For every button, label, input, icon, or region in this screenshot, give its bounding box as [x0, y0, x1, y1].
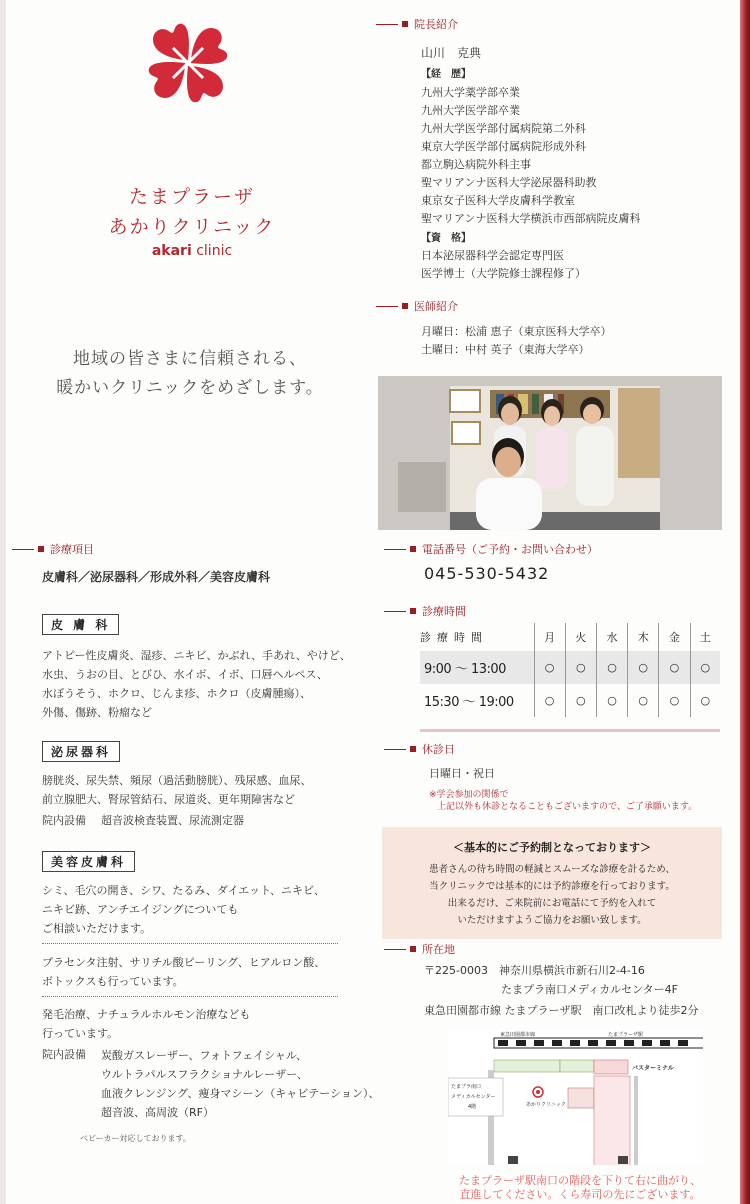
- hours-mark: ○: [565, 684, 596, 717]
- right-edge-band: [740, 0, 750, 1204]
- notice-line: 当クリニックでは基本的には予約診療を行っております。: [429, 881, 675, 892]
- hours-day-header: 金: [659, 623, 690, 651]
- hours-table-bottom-fade: [420, 724, 720, 734]
- cosmetic-line: 発毛治療、ナチュラルホルモン治療なども: [42, 1008, 251, 1021]
- hours-header-row: [420, 623, 720, 651]
- clinic-name-line2: あかりクリニック: [108, 216, 276, 238]
- reservation-notice: [382, 827, 722, 939]
- contact-heading: 電話番号（ご予約・お問い合わせ）: [384, 541, 598, 557]
- derm-list: [42, 646, 351, 722]
- hours-row: [420, 684, 720, 717]
- career-label: 【経 歴】: [421, 69, 471, 80]
- hours-heading: 診療時間: [384, 603, 466, 619]
- hours-mark: ○: [628, 651, 659, 684]
- map-caption-line2: 直進してください。くら寿司の先にございます。: [459, 1188, 701, 1201]
- cosmetic-line: ニキビ跡、アンチエイジングについても: [42, 903, 239, 916]
- map-bus-label: バスターミナル: [632, 1065, 674, 1072]
- map-caption: [430, 1174, 730, 1202]
- derm-line: 水虫、うおの目、とびひ、水イボ、イボ、口唇ヘルペス、: [42, 668, 328, 681]
- cosmetic-equip-item: 超音波、高周波（RF）: [101, 1106, 214, 1119]
- services-heading: 診療項目: [12, 541, 94, 557]
- closed-days: 日曜日・祝日: [429, 767, 495, 780]
- clinic-name-en-bold: akari: [151, 243, 192, 259]
- qualification-list: [421, 247, 586, 283]
- notice-line: 患者さんの待ち時間の軽減とスムーズな診療を計るため、: [429, 864, 675, 875]
- map-rail-label: 東急田園都市線: [500, 1032, 536, 1038]
- uro-line: 前立腺肥大、腎尿管結石、尿道炎、更年期障害など: [42, 793, 295, 806]
- map-building-label-1: たまプラ南口: [451, 1084, 482, 1090]
- address-line-3: 東急田園都市線 たまプラーザ駅 南口改札より徒歩2分: [424, 1004, 699, 1017]
- map-station-label: たまプラーザ駅: [608, 1032, 644, 1038]
- clinic-name-en: [92, 243, 292, 259]
- hours-mark: ○: [628, 684, 659, 717]
- uro-equip-label: 院内設備: [42, 814, 86, 827]
- cosmetic-equip-list: [101, 1046, 379, 1122]
- career-item: 聖マリアンナ医科大学泌尿器科助教: [421, 176, 597, 189]
- hours-mark: ○: [534, 651, 565, 684]
- hours-day-header: 木: [628, 623, 659, 651]
- hours-mark: ○: [596, 684, 627, 717]
- access-map: [448, 1030, 703, 1165]
- tagline-line1: 地域の皆さまに信頼される、: [73, 349, 307, 369]
- closed-note-2: 上記以外も休診となることもございますので、ご了承願います。: [437, 802, 698, 812]
- director-name: 山川 克典: [421, 46, 482, 60]
- cosmetic-line: ボトックスも行っています。: [42, 975, 184, 988]
- clinic-name-line1: たまプラーザ: [128, 186, 255, 208]
- hours-table: [420, 623, 720, 717]
- cosmetic-divider-2: [42, 996, 338, 997]
- tagline: [40, 345, 340, 403]
- cosmetic-list-2: [42, 953, 325, 991]
- cosmetic-equip-item: 血液クレンジング、痩身マシーン（キャビテーション）、: [101, 1087, 380, 1100]
- doctor-item: 月曜日：松浦 恵子（東京医科大学卒）: [421, 325, 612, 338]
- clinic-name: [92, 182, 292, 242]
- cosmetic-line: 行っています。: [42, 1027, 119, 1040]
- notice-title: ＜基本的にご予約制となっております＞: [453, 841, 651, 854]
- baby-note: ベビーカー対応しております。: [80, 1134, 191, 1143]
- closed-heading: 休診日: [384, 741, 455, 757]
- hours-day-header: 火: [565, 623, 596, 651]
- hours-mark: ○: [690, 651, 720, 684]
- derm-line: アトピー性皮膚炎、湿疹、ニキビ、かぶれ、手あれ、やけど、: [42, 649, 351, 662]
- hours-day-header: 月: [534, 623, 565, 651]
- map-caption-line1: たまプラーザ駅南口の階段を下りて右に曲がり、: [459, 1174, 701, 1187]
- staff-photo: [378, 376, 722, 530]
- doctors-heading: 医師紹介: [376, 298, 458, 314]
- director-heading: 院長紹介: [376, 16, 458, 32]
- career-list: [421, 84, 641, 228]
- notice-line: いただけますようご協力をお願い致します。: [457, 915, 647, 926]
- doctor-item: 土曜日：中村 英子（東海大学卒）: [421, 343, 590, 356]
- qualification-item: 医学博士（大学院修士課程修了）: [421, 267, 586, 280]
- uro-title: 泌尿器科: [42, 741, 120, 762]
- closed-note-1: ※学会参加の関係で: [429, 790, 509, 800]
- hours-time: 15:30 〜 19:00: [420, 684, 534, 717]
- cosmetic-divider-1: [42, 943, 338, 944]
- left-edge: [0, 0, 6, 1204]
- cosmetic-line: シミ、毛穴の開き、シワ、たるみ、ダイエット、ニキビ、: [42, 884, 325, 897]
- uro-list: [42, 771, 312, 809]
- hours-mark: ○: [565, 651, 596, 684]
- services-summary: 皮膚科／泌尿器科／形成外科／美容皮膚科: [42, 570, 271, 584]
- address-heading: 所在地: [384, 941, 455, 957]
- cosmetic-list-1: [42, 881, 325, 938]
- derm-title: 皮 膚 科: [42, 614, 119, 635]
- hours-day-header: 水: [596, 623, 627, 651]
- hours-row: [420, 651, 720, 684]
- uro-equip: 超音波検査装置、尿流測定器: [101, 814, 244, 827]
- cosmetic-equip-label: 院内設備: [42, 1048, 86, 1061]
- career-item: 都立駒込病院外科主事: [421, 158, 531, 171]
- hours-mark: ○: [700, 694, 711, 707]
- cosmetic-list-3: [42, 1005, 250, 1043]
- map-building-label-2: メディカルセンター: [451, 1094, 496, 1100]
- map-building-label-3: 4階: [468, 1104, 477, 1110]
- hours-mark: ○: [596, 651, 627, 684]
- phone-number[interactable]: 045-530-5432: [424, 564, 550, 583]
- address-line-1: 〒225-0003 神奈川県横浜市新石川2-4-16: [424, 964, 645, 977]
- clinic-logo-icon: [145, 20, 231, 106]
- cosmetic-title: 美容皮膚科: [42, 851, 135, 872]
- notice-line: 出来るだけ、ご来院前にお電話にて予約を入れて: [447, 898, 657, 909]
- hours-mark: ○: [659, 684, 690, 717]
- tagline-line2: 暖かいクリニックをめざします。: [56, 378, 324, 398]
- address-line-2: たまプラ南口メディカルセンター4F: [501, 983, 679, 996]
- cosmetic-equip-item: ウルトラパルスフラクショナルレーザー、: [101, 1068, 308, 1081]
- qualification-label: 【資 格】: [421, 233, 471, 244]
- uro-line: 膀胱炎、尿失禁、頻尿（過活動膀胱）、残尿感、血尿、: [42, 774, 312, 787]
- derm-line: 外傷、傷跡、粉瘤など: [42, 706, 152, 719]
- doctor-list: [421, 323, 612, 359]
- cosmetic-line: ご相談いただけます。: [42, 922, 152, 935]
- career-item: 九州大学薬学部卒業: [421, 86, 520, 99]
- clinic-name-en-rest: clinic: [191, 243, 233, 259]
- map-clinic-label: あかりクリニック: [526, 1102, 566, 1108]
- cosmetic-equip-item: 炭酸ガスレーザー、フォトフェイシャル、: [101, 1049, 308, 1062]
- hours-day-header: 土: [699, 631, 711, 644]
- derm-line: 水ぼうそう、ホクロ、じんま疹、ホクロ（皮膚腫瘍）、: [42, 687, 312, 700]
- hours-time: 9:00 〜 13:00: [420, 651, 534, 684]
- cosmetic-line: プラセンタ注射、サリチル酸ピーリング、ヒアルロン酸、: [42, 956, 326, 969]
- career-item: 東京女子医科大学皮膚科学教室: [421, 194, 575, 207]
- hours-mark: ○: [534, 684, 565, 717]
- career-item: 聖マリアンナ医科大学横浜市西部病院皮膚科: [421, 212, 641, 225]
- hours-mark: ○: [659, 651, 690, 684]
- hours-header-label: 診療時間: [420, 623, 534, 651]
- career-item: 九州大学医学部付属病院第二外科: [421, 122, 586, 135]
- notice-body: [382, 861, 722, 929]
- career-item: 東京大学医学部付属病院形成外科: [421, 140, 586, 153]
- career-item: 九州大学医学部卒業: [421, 104, 520, 117]
- qualification-item: 日本泌尿器科学会認定専門医: [421, 249, 564, 262]
